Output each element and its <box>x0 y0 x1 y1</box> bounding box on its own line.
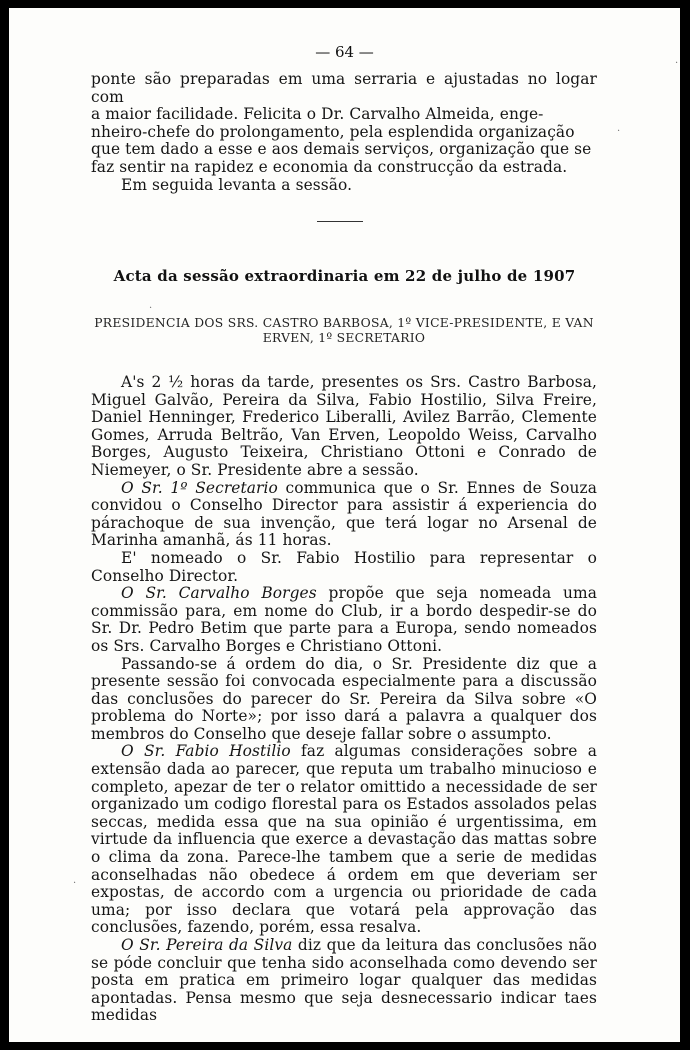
scan-speck: · <box>73 878 77 889</box>
paragraph-text: faz algumas considerações sobre a extensão dada ao parecer, que reputa um trabalho minucioso e completo, apezar de ter o relator omittido a necessidade de ser organizado um codigo florestal para os Estados assolados pelas seccas, medida essa que na sua opinião é urgentissima, em virtude da influencia que exerce a devastação das mattas sobre o clima da zona. Parece-lhe tambem que a serie de medidas aconselhadas não obedece á ordem em que deveriam ser expostas, de accordo com a urgencia ou prioridade de cada uma; por isso declara que votará pela approvação das conclusões, fazendo, porém, essa resalva. <box>91 742 597 937</box>
intro-line: que tem dado a esse e aos demais serviços, organização que se <box>91 140 592 159</box>
intro-line: a maior facilidade. Felicita o Dr. Carvalho Almeida, enge- <box>91 105 544 124</box>
carvalho-paragraph <box>91 585 597 655</box>
order-of-day-paragraph: Passando-se á ordem do dia, o Sr. Presidente diz que a presente sessão foi convocada especialmente para a discussão das conclusões do parecer do Sr. Pereira da Silva sobre «O problema do Norte»; por isso dará a palavra a qualquer dos membros do Conselho que deseje fallar sobre o assumpto. <box>91 654 597 743</box>
section-divider <box>317 221 363 222</box>
minutes-body <box>91 374 597 1025</box>
paragraph-text: diz que da leitura das conclusões não se póde concluir que tenha sido aconselhada como devendo ser posta em pratica em primeiro logar qualquer das medidas apontadas. Pensa mesmo que seja desnecessario indicar taes medidas <box>91 936 597 1025</box>
speaker-name: O Sr. 1º Secretario <box>121 478 278 497</box>
pereira-paragraph <box>91 937 597 1025</box>
fabio-paragraph <box>91 743 597 937</box>
page-number: — 64 — <box>315 43 374 61</box>
document-page <box>9 8 680 1042</box>
session-title: Acta da sessão extraordinaria em 22 de julho de 1907 <box>113 267 576 285</box>
appointment-paragraph: E' nomeado o Sr. Fabio Hostilio para representar o Conselho Director. <box>91 548 597 585</box>
scan-speck: · <box>617 126 621 137</box>
speaker-name: O Sr. Carvalho Borges <box>121 584 317 603</box>
speaker-name: O Sr. Fabio Hostilio <box>121 742 291 761</box>
scan-speck: · <box>149 303 153 314</box>
presidency-line: PRESIDENCIA DOS SRS. CASTRO BARBOSA, 1º VICE-PRESIDENTE, E VAN <box>94 316 594 330</box>
secretary-paragraph <box>91 480 597 550</box>
intro-line: nheiro-chefe do prolongamento, pela esplendida organização <box>91 122 575 141</box>
scan-speck: · <box>675 58 679 69</box>
intro-paragraph <box>91 71 597 194</box>
paragraph-text: communica que o Sr. Ennes de Souza convidou o Conselho Director para assistir á experiencia do párachoque de sua invenção, que terá logar no Arsenal de Marinha amanhã, ás 11 horas. <box>91 478 597 550</box>
presidency-heading <box>91 316 597 346</box>
speaker-name: O Sr. Pereira da Silva <box>121 936 293 954</box>
intro-line: faz sentir na rapidez e economia da construcção da estrada. <box>91 157 568 176</box>
paragraph-text: propõe que seja nomeada uma commissão para, em nome do Club, ir a bordo despedir-se do Sr. Dr. Pedro Betim que parte para a Europa, sendo nomeados os Srs. Carvalho Borges e Christiano Ottoni. <box>91 584 597 655</box>
presidency-line: ERVEN, 1º SECRETARIO <box>262 331 426 345</box>
opening-paragraph: A's 2 ½ horas da tarde, presentes os Srs. Castro Barbosa, Miguel Galvão, Pereira da Silva, Fabio Hostilio, Silva Freire, Daniel Henninger, Frederico Liberalli, Avilez Barrão, Clemente Gomes, Arruda Beltrão, Van Erven, Leopoldo Weiss, Carvalho Borges, Augusto Teixeira, Christiano Ottoni e Conrado de Niemeyer, o Sr. Presidente abre a sessão. <box>91 373 597 479</box>
intro-closing-line: Em seguida levanta a sessão. <box>121 175 353 194</box>
intro-line: ponte são preparadas em uma serraria e ajustadas no logar com <box>91 70 597 106</box>
